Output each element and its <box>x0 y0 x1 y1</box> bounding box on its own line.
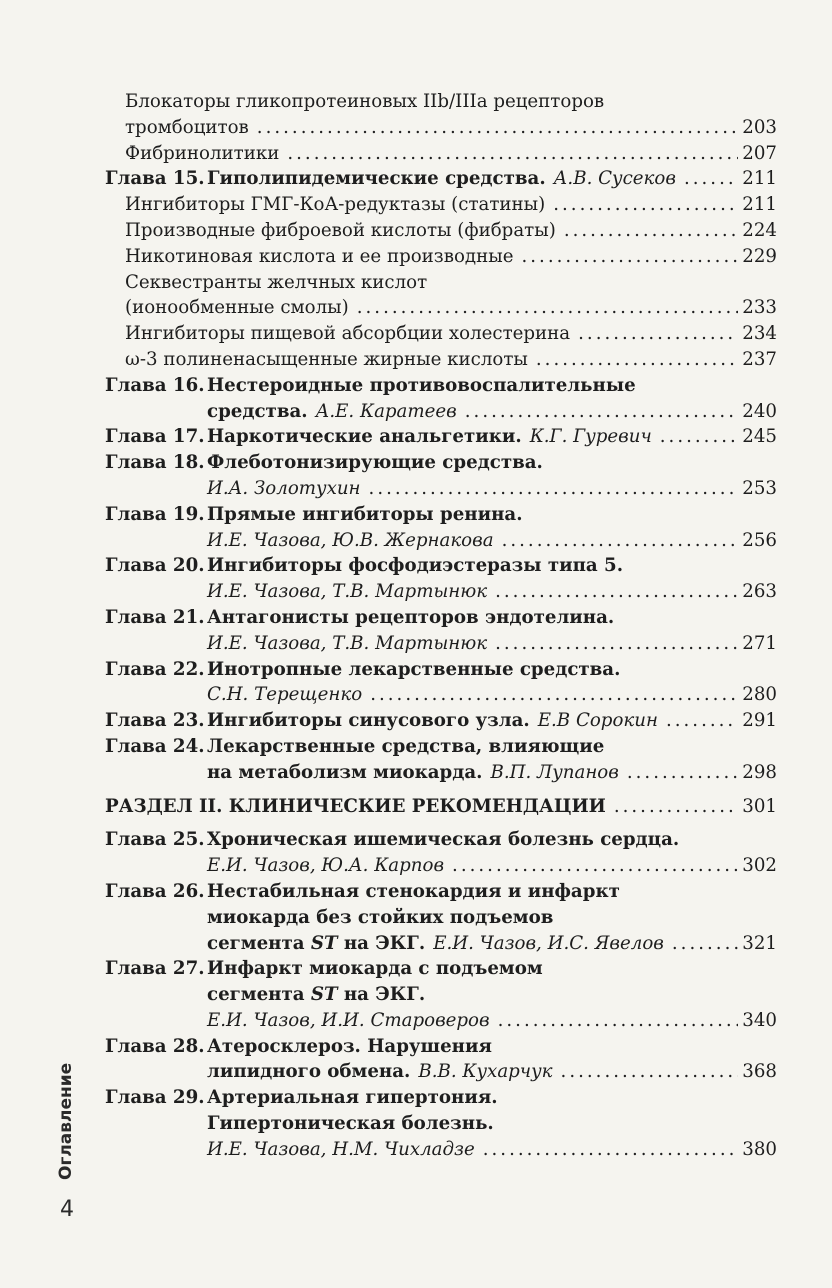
chapter-number: Глава 17. <box>105 426 205 448</box>
entry-title: Наркотические анальгетики. <box>207 426 522 448</box>
entry-title: Инотропные лекарственные средства. <box>207 658 621 680</box>
entry-title: Ингибиторы синусового узла. <box>207 710 530 732</box>
leader-dots <box>627 760 738 786</box>
toc-entry[interactable] <box>105 982 777 1008</box>
toc-entry[interactable] <box>105 794 777 820</box>
chapter-number: Глава 16. <box>105 374 205 396</box>
entry-text <box>207 450 543 476</box>
entry-text <box>125 295 777 321</box>
entry-title: Инфаркт миокарда с подъемом <box>207 958 543 980</box>
entry-text <box>125 89 604 115</box>
table-of-contents <box>105 89 777 1163</box>
toc-entry[interactable] <box>105 244 777 270</box>
entry-author: С.Н. Терещенко <box>207 684 363 706</box>
toc-entry[interactable] <box>105 827 777 853</box>
entry-text <box>207 579 777 605</box>
toc-entry[interactable] <box>105 1137 777 1163</box>
entry-author: Е.И. Чазов, Ю.А. Карпов <box>207 855 445 877</box>
chapter-number: Глава 23. <box>105 710 205 732</box>
chapter-number: Глава 22. <box>105 658 205 680</box>
chapter-number: Глава 25. <box>105 829 205 851</box>
leader-dots <box>672 931 738 957</box>
entry-title: Секвестранты желчных кислот <box>125 271 428 293</box>
leader-dots <box>452 853 738 879</box>
toc-entry[interactable] <box>105 605 777 631</box>
toc-entry[interactable] <box>105 270 777 296</box>
entry-text <box>125 270 427 296</box>
page-ref: 211 <box>742 194 777 216</box>
entry-text <box>207 931 777 957</box>
toc-entry[interactable] <box>105 373 777 399</box>
toc-entry[interactable] <box>105 879 777 905</box>
page-ref: 233 <box>742 297 777 319</box>
entry-title: Атеросклероз. Нарушения <box>207 1035 492 1057</box>
entry-text <box>207 657 620 683</box>
entry-text <box>207 760 777 786</box>
entry-title: Никотиновая кислота и ее производные <box>125 245 514 267</box>
entry-text <box>207 476 777 502</box>
chapter-number: Глава 15. <box>105 168 205 190</box>
section-sidebar <box>58 1040 78 1180</box>
toc-entry[interactable] <box>105 734 777 760</box>
entry-text <box>207 1137 777 1163</box>
toc-entry[interactable] <box>105 931 777 957</box>
leader-dots <box>536 347 738 373</box>
entry-author: И.Е. Чазова, Ю.В. Жернакова <box>207 529 494 551</box>
toc-entry[interactable] <box>105 553 777 579</box>
entry-title: Хроническая ишемическая болезнь сердца. <box>207 829 680 851</box>
toc-entry[interactable] <box>105 1059 777 1085</box>
toc-entry[interactable] <box>105 115 777 141</box>
entry-text <box>207 1008 777 1034</box>
entry-text <box>207 682 777 708</box>
spacer <box>105 819 777 827</box>
page-ref: 224 <box>742 219 777 241</box>
entry-title: миокарда без стойких подъемов <box>207 906 554 928</box>
leader-dots <box>495 631 738 657</box>
entry-title: Нестабильная стенокардия и инфаркт <box>207 880 620 902</box>
chapter-number: Глава 27. <box>105 958 205 980</box>
entry-author: И.Е. Чазова, Т.В. Мартынюк <box>207 581 488 603</box>
chapter-number: Глава 24. <box>105 735 205 757</box>
chapter-number: Глава 28. <box>105 1035 205 1057</box>
leader-dots <box>495 579 738 605</box>
entry-title: сегмента ST на ЭКГ. <box>207 984 426 1006</box>
entry-text <box>125 218 777 244</box>
entry-text <box>207 502 523 528</box>
toc-entry[interactable] <box>105 853 777 879</box>
page-ref: 234 <box>742 323 777 345</box>
entry-text <box>207 905 553 931</box>
toc-entry[interactable] <box>105 424 777 450</box>
entry-author: К.Г. Гуревич <box>529 426 652 448</box>
entry-title: Артериальная гипертония. <box>207 1087 498 1109</box>
chapter-number: Глава 21. <box>105 606 205 628</box>
entry-author: Е.И. Чазов, И.С. Явелов <box>433 932 664 954</box>
entry-author: А.В. Сусеков <box>553 168 676 190</box>
leader-dots <box>370 682 738 708</box>
entry-text <box>207 853 777 879</box>
entry-text <box>207 373 636 399</box>
entry-title: ω-3 полиненасыщенные жирные кислоты <box>125 348 528 370</box>
toc-entry[interactable] <box>105 399 777 425</box>
toc-entry[interactable] <box>105 956 777 982</box>
entry-text <box>207 956 543 982</box>
page-ref: 368 <box>742 1061 777 1083</box>
page-ref: 229 <box>742 245 777 267</box>
page-ref: 263 <box>742 581 777 603</box>
entry-title: Нестероидные противовоспалительные <box>207 374 636 396</box>
page-ref: 240 <box>742 400 777 422</box>
page-ref: 271 <box>742 632 777 654</box>
page-ref: 291 <box>742 710 777 732</box>
toc-entry[interactable] <box>105 502 777 528</box>
entry-text <box>207 708 777 734</box>
leader-dots <box>684 166 738 192</box>
entry-author: И.Е. Чазова, Т.В. Мартынюк <box>207 632 488 654</box>
toc-entry[interactable] <box>105 321 777 347</box>
entry-title: Производные фиброевой кислоты (фибраты) <box>125 219 556 241</box>
page-ref: 256 <box>742 529 777 551</box>
entry-text <box>125 321 777 347</box>
entry-title: сегмента ST на ЭКГ. <box>207 932 426 954</box>
entry-text <box>207 734 604 760</box>
entry-text <box>207 605 614 631</box>
toc-entry[interactable] <box>105 476 777 502</box>
leader-dots <box>666 708 738 734</box>
leader-dots <box>287 141 738 167</box>
chapter-number: Глава 18. <box>105 452 205 474</box>
toc-entry[interactable] <box>105 528 777 554</box>
leader-dots <box>660 424 739 450</box>
leader-dots <box>498 1008 739 1034</box>
entry-text <box>207 827 679 853</box>
entry-author: В.В. Кухарчук <box>418 1061 553 1083</box>
toc-entry[interactable] <box>105 1085 777 1111</box>
entry-text <box>125 244 777 270</box>
entry-text <box>125 192 777 218</box>
entry-title: Блокаторы гликопротеиновых IIb/IIIa рецепторов <box>125 91 605 112</box>
toc-entry[interactable] <box>105 708 777 734</box>
leader-dots <box>483 1137 739 1163</box>
toc-entry[interactable] <box>105 218 777 244</box>
page-ref: 237 <box>742 348 777 370</box>
page-ref: 245 <box>742 426 777 448</box>
entry-text <box>207 424 777 450</box>
page-ref: 302 <box>742 855 777 877</box>
entry-title: Флеботонизирующие средства. <box>207 452 543 474</box>
entry-title: липидного обмена. <box>207 1061 411 1083</box>
entry-text <box>207 1085 498 1111</box>
toc-entry[interactable] <box>105 631 777 657</box>
toc-entry[interactable] <box>105 192 777 218</box>
entry-text <box>207 1059 777 1085</box>
toc-entry[interactable] <box>105 1008 777 1034</box>
entry-text <box>125 115 777 141</box>
toc-entry[interactable] <box>105 905 777 931</box>
entry-title: тромбоцитов <box>125 116 249 138</box>
entry-text <box>207 631 777 657</box>
chapter-number: Глава 29. <box>105 1087 205 1109</box>
leader-dots <box>561 1059 739 1085</box>
sidebar-label: Оглавление <box>56 1062 76 1180</box>
leader-dots <box>578 321 738 347</box>
entry-author: Е.В Сорокин <box>537 710 658 732</box>
entry-text <box>125 141 777 167</box>
toc-entry[interactable] <box>105 1111 777 1137</box>
entry-title: средства. <box>207 400 308 422</box>
toc-entry[interactable] <box>105 760 777 786</box>
entry-title: Гиполипидемические средства. <box>207 168 546 190</box>
toc-entry[interactable] <box>105 450 777 476</box>
entry-author: И.А. Золотухин <box>207 477 361 499</box>
page-ref: 203 <box>742 116 777 138</box>
leader-dots <box>357 295 739 321</box>
entry-text <box>207 553 623 579</box>
toc-entry[interactable] <box>105 682 777 708</box>
page-ref: 280 <box>742 684 777 706</box>
entry-text <box>207 528 777 554</box>
entry-text <box>207 982 425 1008</box>
entry-title: Ингибиторы фосфодиэстеразы типа 5. <box>207 555 624 577</box>
leader-dots <box>564 218 738 244</box>
entry-author: В.П. Лупанов <box>490 761 619 783</box>
page-ref: 340 <box>742 1009 777 1031</box>
entry-author: А.Е. Каратеев <box>315 400 457 422</box>
entry-title: (ионообменные смолы) <box>125 297 349 319</box>
page-ref: 253 <box>742 477 777 499</box>
page-ref: 321 <box>742 932 777 954</box>
toc-entry[interactable] <box>105 89 777 115</box>
page-ref: 207 <box>742 142 777 164</box>
leader-dots <box>521 244 738 270</box>
spacer <box>105 786 777 794</box>
toc-entry[interactable] <box>105 166 777 192</box>
entry-title: Прямые ингибиторы ренина. <box>207 503 523 525</box>
chapter-number: Глава 26. <box>105 880 205 902</box>
toc-entry[interactable] <box>105 141 777 167</box>
toc-entry[interactable] <box>105 657 777 683</box>
chapter-number: Глава 19. <box>105 503 205 525</box>
page-ref: 380 <box>742 1138 777 1160</box>
entry-title: на метаболизм миокарда. <box>207 761 483 783</box>
entry-text <box>207 166 777 192</box>
entry-title: Ингибиторы пищевой абсорбции холестерина <box>125 323 571 345</box>
entry-author: Е.И. Чазов, И.И. Староверов <box>207 1009 490 1031</box>
page-ref: 301 <box>742 795 777 817</box>
entry-text <box>207 879 620 905</box>
page-ref: 211 <box>742 168 777 190</box>
entry-title: Гипертоническая болезнь. <box>207 1113 494 1135</box>
entry-text <box>125 347 777 373</box>
toc-entry[interactable] <box>105 1034 777 1060</box>
leader-dots <box>257 115 739 141</box>
entry-title: РАЗДЕЛ II. КЛИНИЧЕСКИЕ РЕКОМЕНДАЦИИ <box>105 795 606 817</box>
toc-entry[interactable] <box>105 295 777 321</box>
entry-text <box>207 1111 494 1137</box>
entry-text <box>105 794 777 820</box>
page-number: 4 <box>60 1197 74 1222</box>
leader-dots <box>614 794 738 820</box>
leader-dots <box>553 192 738 218</box>
entry-title: Фибринолитики <box>125 142 280 164</box>
toc-entry[interactable] <box>105 347 777 373</box>
toc-entry[interactable] <box>105 579 777 605</box>
entry-author: И.Е. Чазова, Н.М. Чихладзе <box>207 1138 475 1160</box>
entry-text <box>207 399 777 425</box>
entry-title: Ингибиторы ГМГ-КоА-редуктазы (статины) <box>125 194 546 216</box>
leader-dots <box>369 476 739 502</box>
leader-dots <box>465 399 739 425</box>
leader-dots <box>502 528 739 554</box>
entry-title: Антагонисты рецепторов эндотелина. <box>207 606 615 628</box>
entry-title: Лекарственные средства, влияющие <box>207 735 605 757</box>
page-ref: 298 <box>742 761 777 783</box>
chapter-number: Глава 20. <box>105 555 205 577</box>
entry-text <box>207 1034 492 1060</box>
